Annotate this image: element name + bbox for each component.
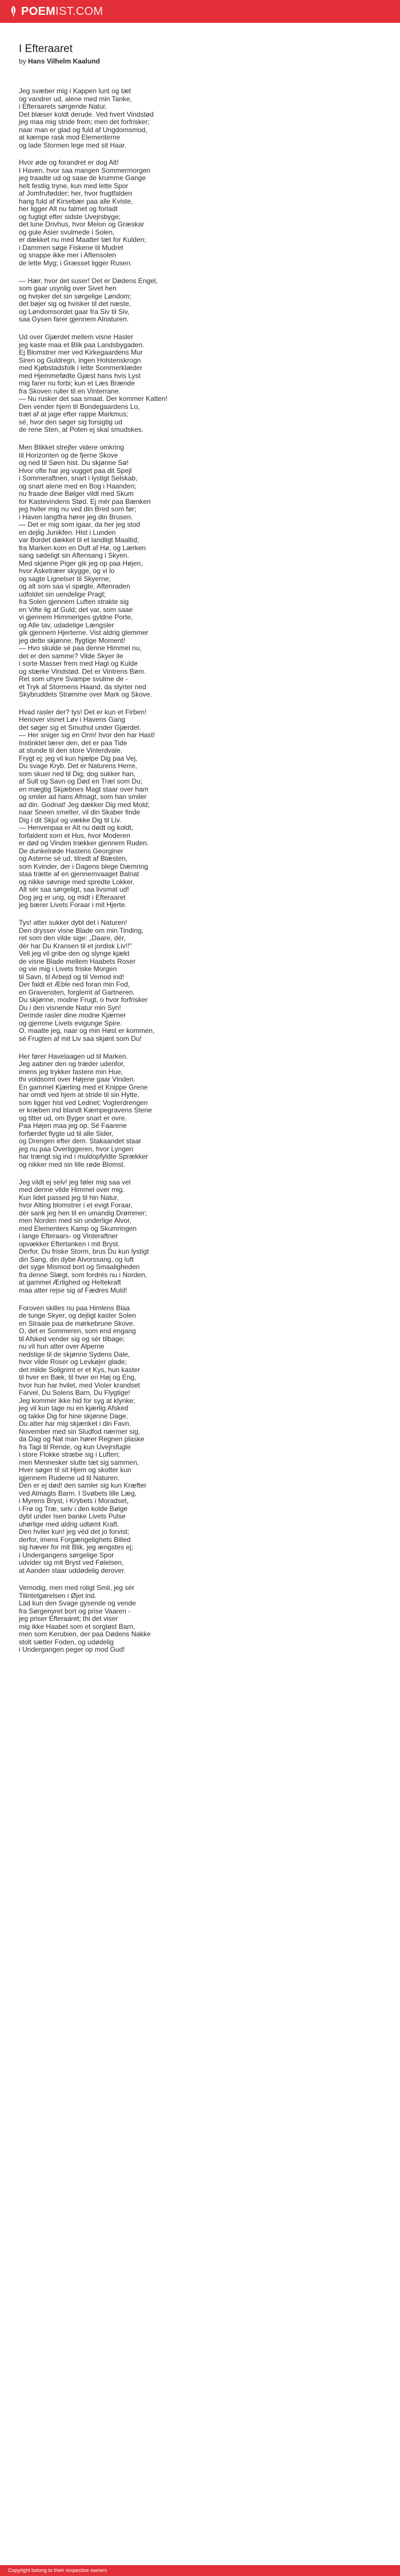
poem-line: Dog jeg er ung, og midt i Efteraaret [19,893,126,901]
poem-line: Vemodig, men med roligt Smil, jeg sér [19,1584,135,1592]
poem-line: fra Sørgenyret bort og prise Vaaren - [19,1607,131,1615]
poem-line: hvor Asketræer skygge, og vi lo [19,567,115,575]
poem-title: I Efteraaret [19,43,73,55]
poem-line: Paa Højen maa jeg op. Sé Faarene [19,1122,127,1130]
poem-line: en dejlig Junikfen. Hist i Lunden [19,528,116,536]
poem-line: at Aanden staar uddødelig derover. [19,1566,126,1575]
poem-line: Ej Blomstrer mer ved Kirkegaardens Mur [19,348,143,357]
poem-line: imens jeg trykker fastere min Hue, [19,1067,123,1076]
poem-line: — Her sniger sig en Orm! hvor den har Hast! [19,731,155,740]
copyright-text: Copyright belong to their respective owners [8,2567,107,2573]
poem-line: Jeg svæber mig i Kappen lunt og tæt [19,87,131,95]
byline [19,57,373,66]
poem-content [19,42,373,1664]
poem-line: hvor vilde Roser og Levkøjer glade; [19,1358,127,1366]
poem-line: og lade Stormen lege med sit Haar. [19,141,127,149]
poem-line: i Undergangens sørgelige Spor [19,1551,114,1559]
poem-line: i lange Efteraars- og Vinteraftner [19,1232,118,1241]
poem-line: sé, hvor den søger sig forsigtig ud [19,418,122,426]
poem-line: af Jomfrufødder; her, hvor frugtfalden [19,189,133,198]
poem-line: dér har Du Kransen til et jordisk Liv!!" [19,941,132,950]
poem-line: maa atter rejse sig af Fædres Muld! [19,1286,127,1294]
poem-line: Hvad rasler der? tys! Det er kun et Firben! [19,707,147,716]
poem-line: Lad kun den Svage gysende og vende [19,1599,136,1608]
poem-line: en Vifte lig af Guld; det var, som saae [19,605,133,614]
poem-line: Der faldt et Æble ned foran min Fod, [19,980,130,989]
poem-line: udfoldet sin uendelige Pragt; [19,590,106,598]
poem-line: til hver en Bæk, til hver en Høj og Eng, [19,1373,137,1382]
logo-text-light: IST.COM [55,5,103,18]
poem-line: Hvor ofte har jeg vugget paa dit Spejl [19,466,132,475]
poem-line: fra Marken kom en Duft af Hø, og Lærken [19,543,146,552]
poem-line: jeg kaste maa et Blik paa Landsbygaden. [19,340,145,349]
poem-line: og Alle tav, udadelige Længsler [19,621,114,629]
poem-line: helt festlig tryne, kun med lette Spor [19,181,129,190]
poem-line: Den vender hjem til Bondegaardens Lo, [19,402,140,411]
poem-line: De dunkelrøde Hastens Georginer [19,846,123,855]
poem-line: jeg traadte ud og saae de krumme Gange [19,174,146,182]
poem-line: til Horizonten og de fjerne Skove [19,451,118,459]
poem-line: gik gjennem Hjerterne. Vist aldrig glemmer [19,629,149,637]
poem-line: fra denne Slægt, som fordrés nu i Norden, [19,1270,147,1279]
poem-line: hvor Alting blomstrer i et evigt Foraar, [19,1201,133,1210]
poem-line: det milde Sollgrimt er et Kys, hun kaster [19,1365,141,1374]
poem-line: og Løndomsordet gaar fra Siv til Siv, [19,307,130,316]
poem-line: Tys! atter sukker dybt det i Naturen! [19,919,127,927]
poem-line: I Haven, hvor saa mangen Sommermorgen [19,166,151,174]
site-logo[interactable] [9,5,103,18]
poem-line: var Bordet dækket til et landligt Maaltid; [19,536,139,544]
poem-line: udvider sig mit Bryst ved Følelsen, [19,1559,124,1567]
poem-line: som gaar usynlig over Sivet hen [19,284,117,293]
poem-line: og nikker med sin lille røde Blomst. [19,1160,126,1168]
poem-line: forfærdet flygte ud til alle Sider, [19,1129,114,1138]
poem-line: med denne vilde Himmel over mig. [19,1186,125,1194]
poem-line: vi gjennem Himmeriges gyldne Porte, [19,613,133,622]
poem-line: nedstige til de skjønne Sydens Dale, [19,1350,130,1358]
stanza [19,88,373,149]
site-logo-text [21,5,103,18]
poem-line: Hvor øde og forandret er dog Alt! [19,158,119,167]
poem-line: derfor, imens Forgængelighets Billed [19,1535,131,1544]
poem-line: er død og Vinden trækker gjennem Ruden. [19,839,149,848]
poem-line: at kæmpe rask mod Elementerne [19,133,121,141]
poem-line: opvækker Eftertanken i mit Bryst. [19,1239,120,1248]
stanza [19,1305,373,1575]
poem-line: Foroven skilles nu paa Himlens Blaa [19,1303,130,1312]
poem-line: ved Almagts Barm. I Svøbets lille Læg, [19,1489,137,1497]
poem-line: men som Kerubien, der paa Dødens Nakke [19,1630,151,1639]
poem-line: og fugtigt efter sidste Uvejrsbyge; [19,212,121,221]
poem-line: November med sin Sludfod nærmer sig, [19,1427,141,1436]
poem-line: jeg hviler mig nu ved din Bred som før; [19,505,137,514]
poem-line: Du i den visnende Natur min Syn! [19,1003,121,1012]
stanza [19,444,373,699]
poem-line: Henover visnet Løv i Havens Gang [19,715,126,724]
poem-line: men Mennesker slutte tæt sig sammen, [19,1458,139,1466]
poem-line: fra Skoven ruller til en Vinterrane. [19,387,121,395]
poem-line: har omdt ved hjem at stride til sin Hytte, [19,1091,139,1099]
poem-line: det er den samme? Vilde Skyer ile [19,651,123,660]
stanza [19,919,373,1043]
poem-line: det syge Mismod bort og Smaaligheden [19,1263,140,1271]
poem-line: da Dag og Nat man hører Regnen plaske [19,1435,145,1444]
poem-line: sang sødeligt sin Aftensang i Skyen. [19,551,129,560]
poem-line: Farvel, Du Solens Barn, Du Flygtige! [19,1389,130,1397]
poem-line: og alt som saa vi spøgte, Aftenraden [19,582,130,591]
poem-line: Den er ej død! den samler sig kun Kræfter [19,1481,147,1490]
poem-line: som ligger hist ved Lednet; Vogterdrengen [19,1098,148,1107]
poem-line: det søger sig et Smuthul under Gjærdet. [19,723,142,732]
poem-line: Frygt ej; jeg vil kun hjælpe Dig paa Vej, [19,754,138,762]
poem-line: som Kvinder, der i Dagens blege Dæmring [19,862,149,870]
poem-line: forfaldent som et Hus, hvor Moderen [19,831,130,840]
poem-line: i Dammen søge Fiskene til Mudret [19,243,123,252]
poem-line: — Hvo skulde sé paa denne Himmel nu, [19,644,142,653]
site-header [0,0,400,23]
poem-line: Skybruddets Strømme over Mark og Skove. [19,690,152,699]
poem-line: i Frø og Træ, selv i den kolde Bølge [19,1504,128,1513]
poem-line: — Hær, hvor det suser! Det er Dødens Engel, [19,276,158,285]
poem-line: Med skjønne Piger gik jeg op paa Højen, [19,559,143,567]
poem-line: de visne Blade mellem Haabets Roser [19,957,136,965]
poem-line: nu vil hun atter over Alperne [19,1342,105,1351]
poem-line: og stærke Vindstød. Det er Vintrens Bøm. [19,667,146,675]
poem-line: og nikke søvnige med spredte Lokker. [19,877,135,886]
stanza [19,709,373,909]
poem-line: igjennem Ruderne ud til Naturen. [19,1473,120,1482]
poem-line: saa Gysen farer gjennem Alnaturen. [19,315,129,324]
poem-line: og titter ud, om Byger snart er ovre. [19,1114,127,1122]
poem-line: har trængt sig ind i muldopfyldte Sprækker [19,1152,149,1161]
poem-line: og vie mig i Livets friske Morgen [19,965,117,973]
poem-line: jeg maa mig stride frem; men det forfrisker; [19,118,150,126]
stanza [19,1053,373,1169]
poem-line: Kun lidet passed jeg til hin Natur, [19,1193,119,1202]
poem-line: Hver søger til sit Hjem og skotter kun [19,1466,131,1474]
poem-line: Vell jeg vil gribe den og slynge kjækt [19,949,130,958]
poem-line: i Undergangen peger op mod Gud! [19,1645,125,1654]
poem-line: i Myrens Bryst, i Krybets i Moradset, [19,1497,129,1505]
site-footer [0,2565,400,2576]
poem-line: de lette Myg; i Græsset ligger Rusen. [19,259,133,267]
poem-line: i Haven langtfra hører jeg din Brusen. [19,512,133,521]
poem-line: fra Tagi til Rende, og kun Uvejrsfugle [19,1442,131,1451]
poem-line: hang fuld af Kirsebær paa alle Kviste, [19,197,133,205]
poem-line: det lune Drivhus, hvor Melon og Græskar [19,220,145,229]
poem-line: Den drysser visne Blade om min Tinding, [19,926,144,935]
poem-line: til Afsked vender sig og sér tilbage; [19,1334,125,1343]
quill-icon [9,6,18,17]
poem-line: Derfor, Du friske Storm, brus Du kun lystigt [19,1247,149,1256]
poem-line: Det blæser koldt derude. Ved hvert Vindstød [19,110,154,118]
poem-line: Du svage Kryb. Det er Naturens Herre, [19,762,137,770]
poem-line: Ud over Gjærdet mellem visne Hasler [19,333,134,341]
poem-line: et Tryk af Stormens Haand, da styrter ned [19,682,146,691]
poem-line: Jeg aabner den og træder udenfor, [19,1060,125,1068]
poem-line: de tunge Skyer, og dejligt kaster Solen [19,1311,136,1320]
poem-line: stolt sætter Foden, og udødelig [19,1637,114,1646]
byline-prefix: by [19,57,26,65]
poem-line: her ligger Alt nu falmet og forladt [19,205,118,213]
poem-line: Derinde rasler dine modne Kjærner [19,1011,126,1020]
poem-line: — Det er mig som igaar, da her jeg stod [19,520,141,529]
poem-line: En gammel Kjærling med et Knippe Grene [19,1083,148,1091]
poem-line: Tilintetgørelsen i Øjet ind. [19,1591,97,1600]
poem-line: som skuer ned til Dig; dog sukker han, [19,769,136,778]
poem-line: er kræben ind blandt Kæmpegravens Stene [19,1106,152,1115]
poem-line: de rene Sten, at Poten ej skal smudskes. [19,426,144,434]
poem-line: Alt sér saa sørgeligt, saa livsmat ud! [19,885,129,894]
poem-line: Dig i dit Skjul og vække Dig til Liv. [19,816,122,824]
poem-body [19,88,373,1654]
poem-line: i Sommeraftnen, snart i lystigt Selskab, [19,474,138,483]
poem-line: sig hæver for mit Blik, jeg ængstes ej; [19,1543,134,1552]
poem-line: Men Blikket strejfer videre omkring [19,443,125,452]
stanza [19,159,373,267]
poem-line: og snart alene med en Bog i Haanden; [19,482,137,490]
poem-line: naar Sneen smelter, vil din Skaber finde [19,808,141,817]
poem-line: og takke Dig for hine skjønne Dage, [19,1412,128,1420]
poem-line: med Hjemmefødte Gjæst hans hvis Lyst [19,371,141,380]
poem-line: og vandrer ud, alene med min Tanke, [19,94,132,103]
poem-line: Du skjønne, modne Frugt, o hvor forfrisker [19,996,148,1004]
poem-line: for Kastevindens Stød. Ej mér paa Bænken [19,497,151,506]
poem-line: og snappe ikke mer i Aftensolen [19,251,117,260]
stanza [19,333,373,434]
poem-line: en Gravensten, forglemt af Gartneren. [19,988,135,996]
poem-line: men Norden med sin underlige Alvor, [19,1217,131,1225]
stanza [19,1584,373,1654]
poem-line: dér sank jeg hen til en umandig Drømmer; [19,1209,147,1217]
logo-text-bold: POEM [21,5,56,18]
poem-line: Den hviler kun! jeg véd det jo forvist; [19,1528,130,1536]
poem-line: jeg priser Efteraaret; thi det viser [19,1615,118,1623]
poem-line: jeg nu paa Overliggeren, hvor Lyngen [19,1144,134,1153]
poem-line: staa trætte af en gjennemvaaget Balnat [19,870,139,878]
poem-line: og sagte Lignelser til Skyerne; [19,574,111,583]
poem-line: en Straale paa de mørkebrune Skove. [19,1319,135,1327]
poem-line: i store Flokke stræbe sig i Luften; [19,1450,120,1459]
poem-line: hvor hun har hvilet, med Violer krandset [19,1381,140,1389]
poem-line: og smiler ad hans Afmagt, som han smiler [19,793,147,801]
poem-line: og hvisker det sin sørgelige Løndom; [19,292,131,300]
poem-line: i sorte Masser frem med Hagl og Kulde [19,659,138,668]
poem-line: er dækket nu med Maatter tæt for Kulden; [19,236,146,244]
poem-line: Her fører Havelaagen ud til Marken. [19,1052,128,1060]
poem-line: uhørlige med aldrig udtømt Kraft. [19,1520,119,1528]
poem-line: fra Solen gjennem Luften strakte sig [19,598,129,606]
poem-line: O, maatte jeg, naar og min Høst er kommen, [19,1027,155,1035]
author-link[interactable]: Hans Vilhelm Kaalund [28,57,100,65]
poem-line: at gammel Ærlighed og Heltekraft [19,1278,121,1287]
stanza [19,277,373,324]
poem-line: thi voldsomt over Højene gaar Vinden. [19,1075,135,1084]
poem-line: dybt under Isen banke Livets Pulse [19,1512,126,1521]
poem-line: Ret som uhyre Svampe svulme de - [19,675,128,683]
poem-line: til Savn, til Arbejd og til Vemod ind! [19,972,125,981]
poem-line: Du atter har mig skjænket i din Favn. [19,1420,131,1428]
poem-line: — Henvenpaa er Alt nu dødt og koldt, [19,824,134,832]
poem-line: og Asterne sé ud, tilredt af Blæsten, [19,854,128,863]
poem-line: af Sult og Savn og Død en Træl som Du; [19,777,143,786]
poem-line: en mægtig Skjæbnes Magt staar over ham [19,785,149,793]
poem-line: nu fraade dine Bølger vildt med Skum [19,490,134,498]
poem-line: og ned til Søen hist. Du skjønne Sø! [19,459,129,467]
poem-line: mig ikke Haabet som et sorgløst Barn, [19,1622,135,1631]
poem-line: — Nu rusker det saa smaat. Der kommer Katten! [19,395,168,403]
poem-line: jeg vil kun tage nu en kjærlig Afsked [19,1404,129,1413]
poem-line: sé Frugten af mit Liv saa skjønt som Du! [19,1034,142,1043]
poem-line: jeg bærer Livets Foraar i mit Hjerte. [19,901,127,909]
poem-line: naar man er glad og fuld af Ungdomsmod, [19,125,147,134]
poem-line: Jeg vildt ej selv! jeg føler mig saa vel [19,1178,131,1186]
poem-line: og gule Asier svulmede i Solen, [19,228,115,236]
poem-line: og Drengen efter dem. Stakaandet staar [19,1137,142,1146]
poem-line: ret som den vilde sige: „Daare, dér, [19,934,126,943]
poem-line: Jeg kommer ikke hid for syg at klynke; [19,1396,135,1405]
stanza [19,1179,373,1295]
poem-line: at stunde til den store Vinterdvale. [19,746,123,755]
poem-line: med Kjøbstadsfolk i lette Sommerklæder [19,364,143,372]
poem-line: jeg dette skjønne, flygtige Moment! [19,636,126,645]
poem-line: ad din. Godnat! Jeg dækker Dig med Mold; [19,800,150,809]
poem-line: Instinktet lærer den, det er paa Tide [19,738,127,747]
poem-line: O, det er Sommeren, som end engang [19,1327,136,1335]
poem-line: mig farer nu forbi; kun et Læs Brænde [19,379,135,388]
poem-line: i Efteraarets sørgende Natur. [19,102,107,110]
poem-line: træt af at jage efter rappe Markmus; [19,410,129,419]
poem-line: og gjemme Livets evigunge Spire. [19,1019,122,1027]
poem-line: det bøjer sig og hvisker til det næste, [19,300,131,308]
poem-line: med Elementers Kamp og Skumringen [19,1224,137,1233]
poem-line: din Sang, din dybe Alvorssang, og luft [19,1255,134,1263]
poem-line: Siren og Guldregn, ingen Holstenskrogn [19,356,141,364]
